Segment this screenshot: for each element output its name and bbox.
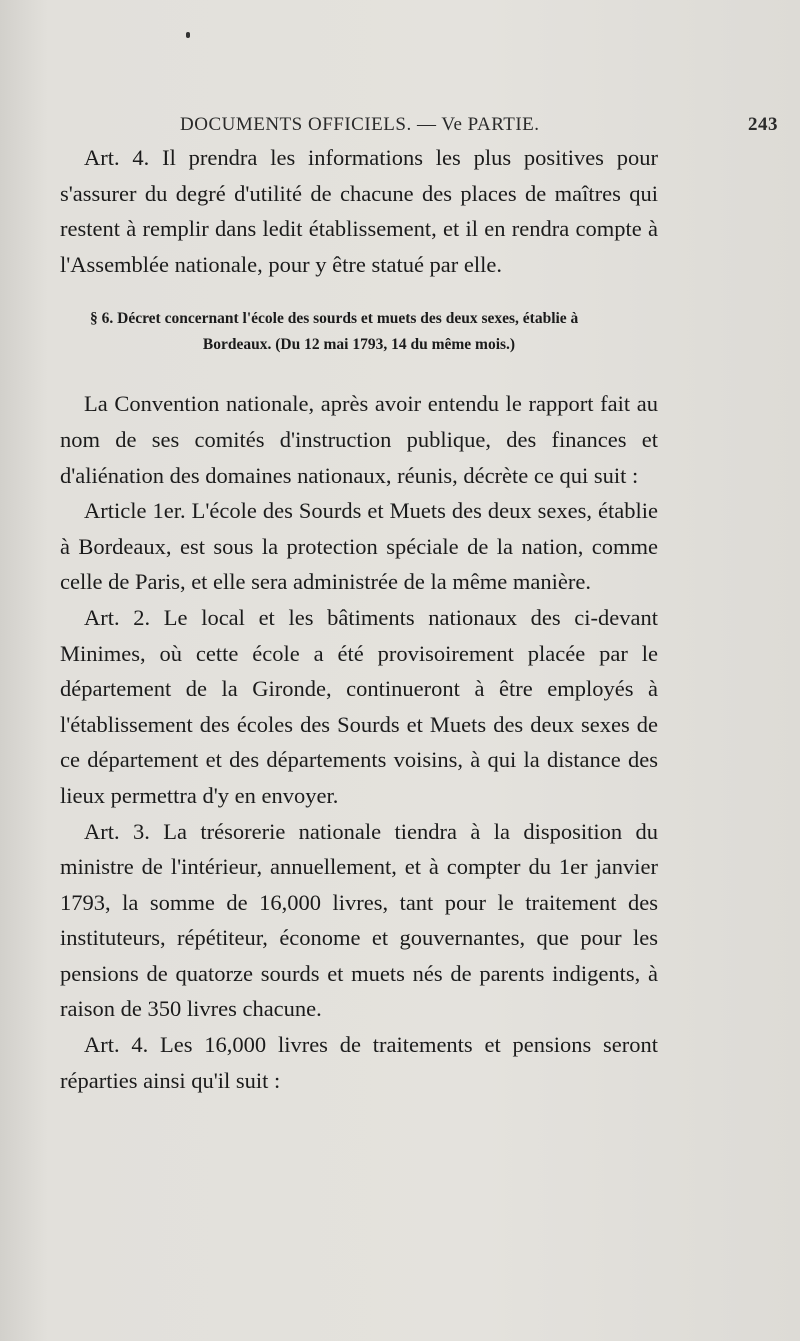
- running-header: [60, 114, 778, 136]
- paragraph-article-1: Article 1er. L'école des Sourds et Muets des deux sexes, établie à Bordeaux, est sous la protection spéciale de la nation, comme celle de Paris, et elle sera administrée de la même manière.: [60, 498, 658, 595]
- paragraph-art-4-prev: Art. 4. Il prendra les informations les plus positives pour s'assurer du degré d'utilité de chacune des places de maîtres qui restent à remplir dans ledit établissement, et il en rendra compte à l'Assemblée nationale, pour y être statué par elle.: [60, 145, 658, 277]
- section-heading-line-1: § 6. Décret concernant l'école des sourds et muets des deux sexes, établie à: [90, 310, 579, 328]
- ink-mark: [186, 32, 190, 38]
- section-heading-line-2: Bordeaux. (Du 12 mai 1793, 14 du même mois.): [202, 336, 516, 354]
- body-text: [60, 140, 658, 1098]
- paragraph-article-4: Art. 4. Les 16,000 livres de traitements et pensions seront réparties ainsi qu'il suit :: [60, 1032, 658, 1093]
- paragraph-article-3: Art. 3. La trésorerie nationale tiendra à la disposition du ministre de l'intérieur, annuellement, et à compter du 1er janvier 1793, la somme de 16,000 livres, tant pour le traitement des instituteurs, répétiteur, économe et gouvernantes, que pour les pensions de quatorze sourds et muets nés de parents indigents, à raison de 350 livres chacune.: [60, 818, 658, 1022]
- page-number: 243: [748, 114, 778, 135]
- header-title: DOCUMENTS OFFICIELS. — Ve PARTIE.: [180, 114, 540, 135]
- section-heading: [60, 306, 658, 358]
- paragraph-preamble: La Convention nationale, après avoir entendu le rapport fait au nom de ses comités d'instruction publique, des finances et d'aliénation des domaines nationaux, réunis, décrète ce qui suit :: [60, 391, 658, 488]
- paragraph-article-2: Art. 2. Le local et les bâtiments nationaux des ci-devant Minimes, où cette école a été provisoirement placée par le département de la Gironde, continueront à être employés à l'établissement des écoles des Sourds et Muets des deux sexes de ce département et des départements voisins, à qui la distance des lieux permettra d'y en envoyer.: [60, 604, 658, 808]
